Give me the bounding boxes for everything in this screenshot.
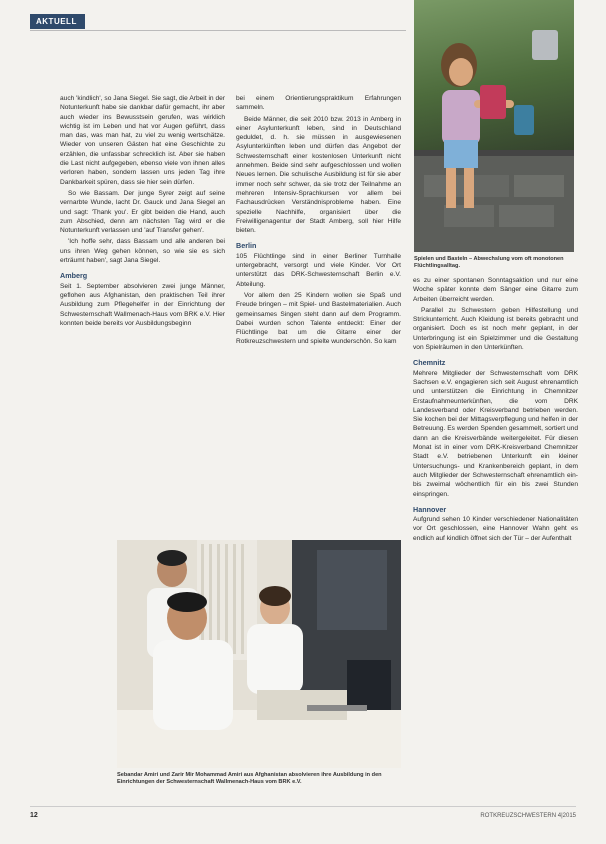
paragraph: Vor allem den 25 Kindern wollen sie Spaß und Freude bringen – mit Spiel- und Bastelmaterialien. Auch gemeinsames Singen steht dann auf dem Programm. Dabei wurden schon Talente entdeckt: Einer der Flüchtlinge bat um die Gitarre einer der Rotkreuzschwestern und spielte wunderschön. So kam bbox=[236, 291, 401, 346]
paragraph: Mehrere Mitglieder der Schwesternschaft vom DRK Sachsen e.V. engagieren sich seit August ehrenamtlich und unterstützen die Einrichtung in Chemnitzer Erstaufnahmeunterkünften, die vom DRK Landesverband oder Kreisverband betrieben werden. Sie kochen bei der Mittagsverpflegung und helfen in der Betreuung. Es werden Spenden gesammelt, sortiert und dann an die Kreisverbände weitergeleitet. Für diesen Monat ist in einer vom DRK-Kreisverband Chemnitzer Stadt e.V. betriebenen Unterkunft ein kleiner Untersuchungs- und Krankenbereich geplant, in dem auch Mitglieder der Schwesternschaft ehrenamtlich ein- bis zweimal wöchentlich für ein bis zwei Stunden einspringen. bbox=[413, 369, 578, 498]
subheading-chemnitz: Chemnitz bbox=[413, 358, 446, 368]
paragraph: 'Ich hoffe sehr, dass Bassam und alle anderen bei uns ihren Weg gehen können, so wie sie es sich erträumt haben', sagt Jana Siegel. bbox=[60, 238, 225, 265]
paragraph: Beide Männer, die seit 2010 bzw. 2013 in Amberg in einer Asylunterkunft leben, sind in Deutschland geduldet, d. h. sie müssen in ausgewiesenen Asylunterkünften leben und dürfen das Angebot der Schwesternschaft einer kostenlosen Unterkunft nicht annehmen. Beide sind sehr aufgeschlossen und wollen Neues lernen. Die schulische Ausbildung ist für sie aber immer noch sehr schwer, da sie trotz der Teilnahme an mehreren Intensiv-Sprachkursen vor allem bei Fachausdrücken Verständnisprobleme haben. Eine spezielle Nachhilfe, organisiert über die Freiwilligenagentur der Stadt Amberg, soll hier Hilfe bieten. bbox=[236, 115, 401, 235]
photo-girl-illustration bbox=[414, 0, 574, 252]
paragraph: bei einem Orientierungspraktikum Erfahrungen sammeln. bbox=[236, 95, 401, 112]
subheading-berlin: Berlin bbox=[236, 241, 257, 251]
photo-nursing-trainees bbox=[117, 540, 401, 768]
paragraph: 105 Flüchtlinge sind in einer Berliner Turnhalle untergebracht, versorgt und viele Kinder. Vor Ort unterstützt das DRK-Schwesternschaft Berlin e.V. Abteilung. bbox=[236, 252, 401, 288]
footer-rule bbox=[30, 806, 576, 807]
subheading-hannover: Hannover bbox=[413, 504, 447, 514]
footer-magazine-issue: ROTKREUZSCHWESTERN 4|2015 bbox=[480, 813, 576, 819]
header-rule bbox=[30, 30, 406, 31]
page-number: 12 bbox=[30, 812, 38, 819]
photo-caption-team: Sebandar Amiri und Zarir Mir Mohammad Amiri aus Afghanistan absolvieren ihre Ausbildung in den Einrichtungen der Schwesternschaft Wallmenach-Haus vom BRK e.V. bbox=[117, 772, 382, 786]
photo-girl-playing bbox=[414, 0, 574, 252]
paragraph: Aufgrund sehen 10 Kinder verschiedener Nationalitäten vor Ort geschlossen, eine Hannover Wahn geht es endlich auf kindlich öffnet sich der Tür – der Aufenthalt bbox=[413, 516, 578, 542]
text-column-3 bbox=[413, 276, 578, 545]
text-column-2 bbox=[236, 94, 401, 349]
photo-team-illustration bbox=[117, 540, 401, 768]
photo-caption-girl: Spielen und Basteln – Abwechslung vom oft monotonen Flüchtlingsalltag. bbox=[414, 256, 564, 270]
subheading-amberg: Amberg bbox=[60, 271, 88, 281]
text-column-1 bbox=[60, 94, 225, 330]
section-tag: AKTUELL bbox=[30, 14, 85, 29]
paragraph: Parallel zu Schwestern geben Hilfestellung und Strickunterricht. Auch Kleidung ist bereits gebracht und organisiert. Doch es ist noch mehr geplant, in der Unterbringung ist ein Spielzimmer und die Gestaltung von Spielräumen in den Unterkünften. bbox=[413, 306, 578, 352]
paragraph: Seit 1. September absolvieren zwei junge Männer, geflohen aus Afghanistan, den praktischen Teil ihrer Ausbildung zum Pflegehelfer in der Einrichtung der Schwesternschaft Wallmenach-Haus vom BRK e.V. Hier konnten beide bereits vor Ausbildungsbeginn bbox=[60, 282, 225, 327]
paragraph: So wie Bassam. Der junge Syrer zeigt auf seine vernarbte Wunde, lacht Dr. Gauck und Jana Siegel an und sagt: 'Thank you'. Er gibt beiden die Hand, auch zum Abschied, denn am nächsten Tag wird er die Notunterkunft verlassen und 'auf Transfer gehen'. bbox=[60, 189, 225, 235]
paragraph: es zu einer spontanen Sonntagsaktion und nur eine Woche später konnte dem Sänger eine Gitarre zum Arbeiten überreicht werden. bbox=[413, 277, 578, 303]
paragraph: auch 'kindlich', so Jana Siegel. Sie sagt, die Arbeit in der Notunterkunft habe sie dankbar dafür gemacht, ihr aber auch wieder ins Bewusstsein gerufen, was wirklich wichtig ist im Leben und hat vor Augen geführt, dass man das, was man hat, zu viel zu wenig wertschätze. Wieder von unseren Gästen hat eine Geschichte zu erzählen, die unfassbar schrecklich ist. Aber sie haben die Last nicht aufgegeben, ebenso viele von ihnen alles verloren haben, sondern lassen uns jeden Tag ihre Dankbarkeit spüren, dass sie hier sein dürfen. bbox=[60, 95, 225, 186]
